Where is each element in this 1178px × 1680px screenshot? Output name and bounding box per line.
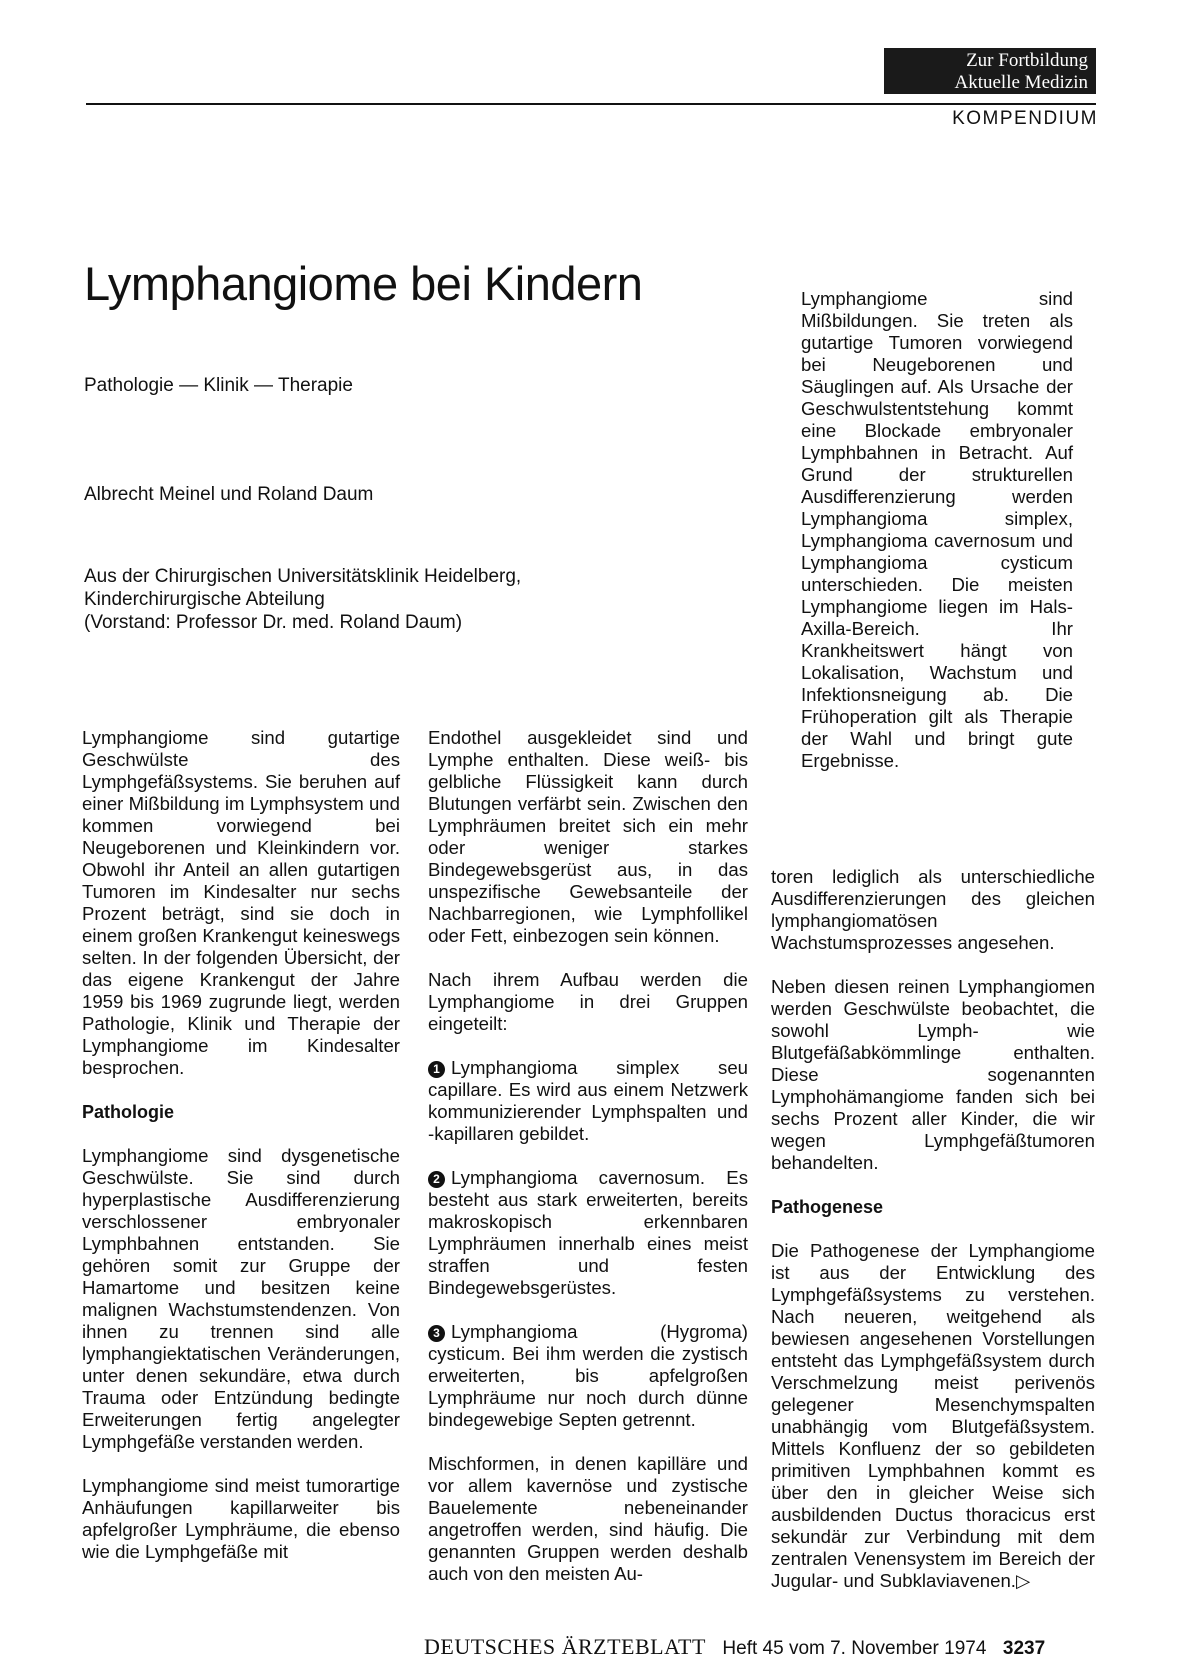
affiliation-line: Aus der Chirurgischen Universitätsklinik Heidelberg, bbox=[84, 566, 522, 587]
list-item bbox=[428, 1057, 748, 1145]
series-label-box bbox=[884, 48, 1096, 94]
page-footer bbox=[424, 1634, 1045, 1660]
text-column-2 bbox=[428, 727, 748, 1607]
number-bullet-icon: 3 bbox=[428, 1325, 445, 1342]
paragraph: Neben diesen reinen Lymphangiomen werden Geschwülste beobachtet, die sowohl Lymph- wie Blutgefäßabkömmlinge enthalten. Diese sogenannten Lymphohämangiome fanden sich bei sechs Prozent aller Kinder, die wir wegen Lymphgefäßtumoren behandelten. bbox=[771, 976, 1095, 1173]
paragraph: Nach ihrem Aufbau werden die Lymphangiome in drei Gruppen eingeteilt: bbox=[428, 969, 748, 1034]
header-rule bbox=[86, 103, 1096, 105]
number-bullet-icon: 1 bbox=[428, 1061, 445, 1078]
issue-info: Heft 45 vom 7. November 1974 bbox=[722, 1638, 987, 1659]
paragraph: Lymphangiome sind gutartige Geschwülste des Lymphgefäßsystems. Sie beruhen auf einer Mißbildung im Lymphsystem und kommen vorwiegend bei Neugeborenen und Kleinkindern vor. Obwohl ihr Anteil an allen gutartigen Tumoren im Kindesalter nur sechs Prozent beträgt, sind sie doch in einem großen Krankengut keineswegs selten. In der folgenden Übersicht, der das eigene Krankengut der Jahre 1959 bis 1969 zugrunde liegt, werden Pathologie, Klinik und Therapie der Lymphangiome im Kindesalter besprochen. bbox=[82, 727, 400, 1078]
article-summary: Lymphangiome sind Mißbildungen. Sie treten als gutartige Tumoren vorwiegend bei Neugeborenen und Säuglingen auf. Als Ursache der Geschwulstentstehung kommt eine Blockade embryonaler Lymphbahnen in Betracht. Auf Grund der strukturellen Ausdifferenzierung werden Lymphangioma simplex, Lymphangioma cavernosum und Lymphangioma cysticum unterschieden. Die meisten Lymphangiome liegen im Hals-Axilla-Bereich. Ihr Krankheitswert hängt von Lokalisation, Wachstum und Infektionsneigung ab. Die Frühoperation gilt als Therapie der Wahl und bringt gute Ergebnisse. bbox=[801, 288, 1073, 771]
article-authors: Albrecht Meinel und Roland Daum bbox=[84, 484, 374, 505]
list-item-text: Lymphangioma cavernosum. Es besteht aus stark erweiterten, bereits makroskopisch erkennbaren Lymphräumen innerhalb eines meist straffen und festen Bindegewebsgerüstes. bbox=[428, 1167, 748, 1298]
journal-name: DEUTSCHES ÄRZTEBLATT bbox=[424, 1634, 706, 1659]
text-column-3 bbox=[771, 866, 1095, 1614]
list-item-text: Lymphangioma simplex seu capillare. Es wird aus einem Netzwerk kommunizierender Lymphspalten und -kapillaren gebildet. bbox=[428, 1057, 748, 1144]
section-label: KOMPENDIUM bbox=[952, 108, 1098, 129]
page-number: 3237 bbox=[1002, 1638, 1046, 1659]
article-subtitle: Pathologie — Klinik — Therapie bbox=[84, 375, 353, 396]
section-heading: Pathologie bbox=[82, 1102, 175, 1122]
paragraph: toren lediglich als unterschiedliche Ausdifferenzierungen des gleichen lymphangiomatösen Wachstumsprozesses angesehen. bbox=[771, 866, 1095, 953]
affiliation-line: (Vorstand: Professor Dr. med. Roland Daum) bbox=[84, 612, 463, 633]
paragraph: Lymphangiome sind dysgenetische Geschwülste. Sie sind durch hyperplastische Ausdifferenzierung verschlossener embryonaler Lymphbahnen entstanden. Sie gehören somit zur Gruppe der Hamartome und besitzen keine malignen Wachstumstendenzen. Von ihnen zu trennen sind alle lymphangiektatischen Veränderungen, unter denen sekundäre, etwa durch Trauma oder Entzündung bedingte Erweiterungen fertig angelegter Lymphgefäße verstanden werden. bbox=[82, 1145, 400, 1452]
paragraph: Endothel ausgekleidet sind und Lymphe enthalten. Diese weiß- bis gelbliche Flüssigkeit kann durch Blutungen verfärbt sein. Zwischen den Lymphräumen breitet sich ein mehr oder weniger starkes Bindegewebsgerüst aus, in das unspezifische Gewebsanteile der Nachbarregionen, wie Lymphfollikel oder Fett, einbezogen sein können. bbox=[428, 727, 748, 946]
paragraph: Lymphangiome sind meist tumorartige Anhäufungen kapillarweiter bis apfelgroßer Lymphräume, die ebenso wie die Lymphgefäße mit bbox=[82, 1475, 400, 1562]
section-heading: Pathogenese bbox=[771, 1197, 884, 1217]
affiliation-line: Kinderchirurgische Abteilung bbox=[84, 589, 325, 610]
list-item bbox=[428, 1167, 748, 1299]
article-affiliation bbox=[84, 565, 521, 634]
series-label-line2: Aktuelle Medizin bbox=[954, 72, 1088, 93]
series-label-line1: Zur Fortbildung bbox=[966, 50, 1088, 71]
paragraph: Die Pathogenese der Lymphangiome ist aus der Entwicklung des Lymphgefäßsystems zu verstehen. Nach neueren, weitgehend als bewiesen angesehenen Vorstellungen entsteht das Lymphgefäßsystem durch Verschmelzung meist perivenös gelegener Mesenchymspalten unabhängig vom Blutgefäßsystem. Mittels Konfluenz der so gebildeten primitiven Lymphbahnen kommt es über den in gleicher Weise sich ausbildenden Ductus thoracicus erst sekundär zur Verbindung mit dem zentralen Venensystem im Bereich der Jugular- und Subklaviavenen.▷ bbox=[771, 1240, 1095, 1591]
list-item-text: Lymphangioma (Hygroma) cysticum. Bei ihm werden die zystisch erweiterten, bis apfelgroßen Lymphräume nur noch durch dünne bindegewebige Septen getrennt. bbox=[428, 1321, 748, 1430]
paragraph: Mischformen, in denen kapilläre und vor allem kavernöse und zystische Bauelemente nebeneinander angetroffen werden, sind häufig. Die genannten Gruppen werden deshalb auch von den meisten Au- bbox=[428, 1453, 748, 1584]
list-item bbox=[428, 1321, 748, 1431]
number-bullet-icon: 2 bbox=[428, 1171, 445, 1188]
article-title: Lymphangiome bei Kindern bbox=[84, 257, 643, 310]
text-column-1 bbox=[82, 727, 400, 1585]
